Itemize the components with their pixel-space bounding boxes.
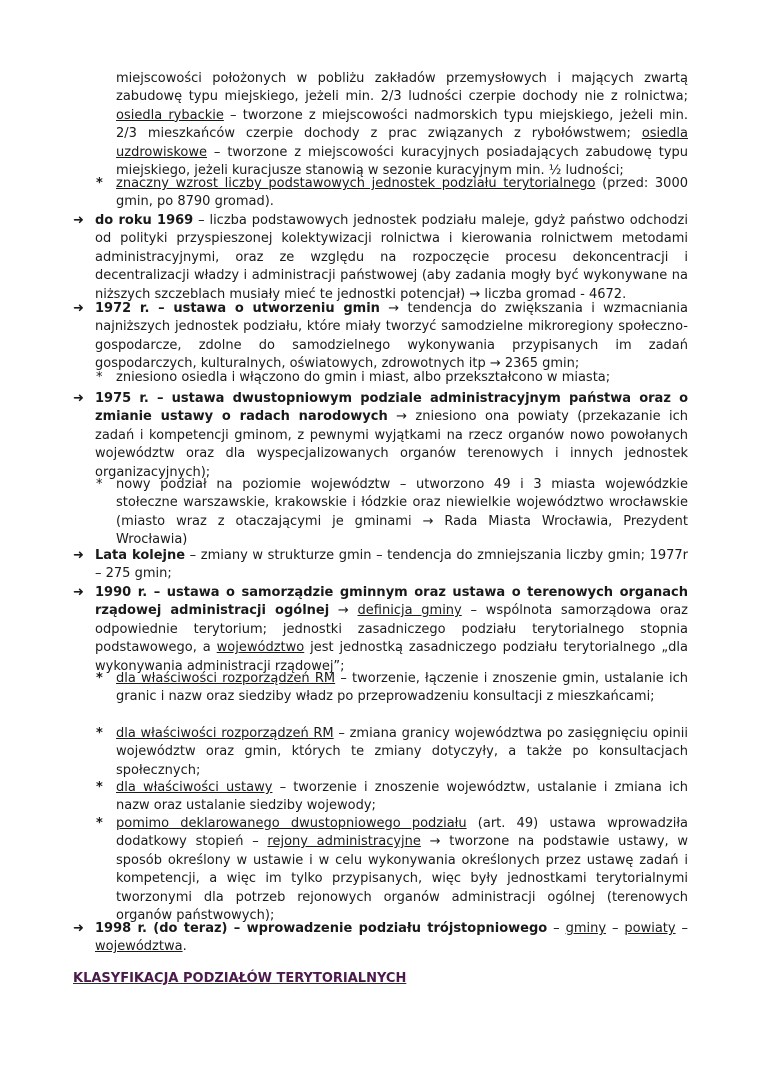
- text-span: – zmiany w strukturze gmin – tendencja do zmniejszania liczby gmin; 1977r – 275 gmin;: [95, 548, 688, 582]
- arrow-marker: ➜: [73, 585, 84, 600]
- bullet-star: *: [96, 477, 103, 492]
- entry-1972: [95, 300, 688, 374]
- bullet-1990-gminy: [116, 670, 688, 707]
- entry-title: Lata kolejne: [95, 548, 186, 563]
- text-span: – tworzenie, łączenie i znoszenie gmin, ustalanie ich granic i nazw oraz siedziby władz po przeprowadzeniu konsultacji z mieszkańcami;: [116, 671, 689, 705]
- bullet-star: *: [96, 816, 103, 831]
- term-rozporzadzenia: dla właściwości rozporządzeń RM: [116, 726, 334, 741]
- term-powiaty: powiaty: [624, 921, 676, 936]
- text-span: .: [182, 939, 187, 955]
- term-wojewodztwo: województwo: [216, 640, 305, 656]
- text-span: –: [547, 921, 566, 936]
- text-span: – tworzone z miejscowości kuracyjnych posiadających zabudowę typu miejskiego, jeżeli kuracjusze stanowią w sezonie kuracyjnym min. ½ ludności;: [116, 144, 688, 179]
- text-span: – tworzone z miejscowości nadmorskich typu miejskiego, jeżeli min. 2/3 mieszkańców czerpie dochody z prac związanych z rybołówstwem;: [116, 107, 689, 142]
- entry-lata-kolejne: [95, 547, 688, 584]
- text-span: –: [606, 921, 625, 936]
- entry-title: 1990 r. – ustawa o samorządzie gminnym oraz ustawa o terenowych organach rządowej administracji ogólnej: [95, 585, 688, 619]
- text-span: – tworzenie i znoszenie województw, ustalanie i zmiana ich nazw oraz ustalanie siedziby wojewody;: [116, 780, 688, 814]
- entry-1998: [95, 920, 688, 957]
- text-span: → tworzone na podstawie ustawy, w sposób określony w ustawie i w celu wykonywania określonych przez ustawę zadań i kompetencji, a więc im tylko przypisanych, więc były jednostkami terytorialnymi tworzonymi dla potrzeb rejonowych organów administracji ogólnej (terenowych organów państwowych);: [116, 834, 689, 924]
- text-span: – liczba podstawowych jednostek podziału maleje, gdyż państwo odchodzi od polityki przyspieszonej kolektywizacji rolnictwa i kierowania rolnictwem metodami administracyjnymi, oraz ze względu na rozpoczęcie procesu dekoncentracji i decentralizacji władzy i administracji państwowej (aby zadania mogły być wykonywane na niższych szczeblach musiały mieć te jednostki potencjał) → liczba gromad - 4672.: [95, 213, 688, 302]
- bullet-1990-granice: [116, 725, 688, 780]
- bullet-star: *: [96, 726, 103, 741]
- arrow-marker: ➜: [73, 301, 84, 316]
- term-gminy: gminy: [565, 921, 607, 936]
- text-span: →: [329, 603, 358, 619]
- bullet-1990-ustawa: [116, 779, 688, 816]
- entry-1969: [95, 212, 688, 304]
- text-span: jest jednostką zasadniczego podziału terytorialnego „dla wykonywania administracji rządowej”;: [95, 640, 688, 674]
- bullet-star: *: [96, 176, 103, 191]
- arrow-marker: ➜: [73, 213, 84, 228]
- arrow-marker: ➜: [73, 921, 84, 936]
- entry-title: 1972 r. – ustawa o utworzeniu gmin: [95, 301, 380, 316]
- entry-title: 1975 r. – ustawa dwustopniowym podziale administracyjnym państwa oraz o zmianie ustawy o radach narodowych: [95, 391, 688, 425]
- term-ustawa: dla właściwości ustawy: [116, 780, 273, 795]
- term-osiedla-uzdrowiskowe: osiedla uzdrowiskowe: [116, 126, 688, 160]
- term-osiedla-rybackie: osiedla rybackie: [116, 107, 224, 123]
- entry-1975: [95, 390, 688, 482]
- text-span: –: [675, 921, 689, 936]
- term-wojewodztwa: województwa: [95, 939, 183, 955]
- text-span: → zniesiono ona powiaty (przekazanie ich zadań i kompetencji gminom, z pewnymi wyjątkami na rzecz organów nowo powołanych województw oraz dla wyspecjalizowanych organów terenowych i innych jednostek organizacyjnych);: [95, 409, 689, 480]
- section-heading: KLASYFIKACJA PODZIAŁÓW TERYTORIALNYCH: [73, 971, 407, 986]
- arrow-marker: ➜: [73, 391, 84, 406]
- bullet-1990-rejony: [116, 815, 688, 925]
- term-rejony: rejony administracyjne: [267, 834, 421, 850]
- text-span: → tendencja do zwiększania i wzmacniania najniższych jednostek podziału, które miały tworzyć samodzielne mikroregiony społeczno-gospodarcze, zdolne do samodzielnego wykonywania przypisanych im zadań gospodarczych, kulturalnych, oświatowych, zdrowotnych itp → 2365 gmin;: [95, 301, 688, 372]
- entry-title: 1998 r. (do teraz) – wprowadzenie podziału trójstopniowego: [95, 921, 548, 936]
- bullet-star: *: [96, 780, 103, 795]
- bullet-star: *: [96, 671, 103, 686]
- text-span: miejscowości położonych w pobliżu zakładów przemysłowych i mających zwartą zabudowę typu miejskiego, jeżeli min. 2/3 ludności czerpie dochody nie z rolnictwa;: [116, 71, 688, 105]
- continuation-paragraph: [116, 70, 688, 180]
- term-rozporzadzenia: dla właściwości rozporządzeń RM: [116, 671, 336, 686]
- term-dwustopniowy: pomimo deklarowanego dwustopniowego podziału: [116, 816, 467, 831]
- bullet-growth: [116, 175, 688, 212]
- text-span: (przed: 3000 gmin, po 8790 gromad).: [116, 176, 688, 210]
- text-span: (art. 49) ustawa wprowadziła dodatkowy stopień –: [116, 816, 688, 850]
- bullet-star: *: [96, 370, 103, 385]
- entry-1990: [95, 584, 688, 676]
- term-definicja-gminy: definicja gminy: [357, 603, 462, 619]
- text-span: – wspólnota samorządowa oraz odpowiednie terytorium; jednostki zasadniczego podziału terytorialnego stopnia podstawowego, a: [95, 603, 688, 656]
- bullet-1975-wojewodztwa: nowy podział na poziomie województw – utworzono 49 i 3 miasta wojewódzkie stołeczne warszawskie, krakowskie i łódzkie oraz niewielkie województwo wrocławskie (miasto wraz z otaczającymi je gminami → Rada Miasta Wrocławia, Prezydent Wrocławia): [116, 477, 688, 548]
- arrow-marker: ➜: [73, 548, 84, 563]
- term-growth: znaczny wzrost liczby podstawowych jednostek podziału terytorialnego: [116, 176, 596, 191]
- entry-title: do roku 1969: [95, 213, 194, 228]
- bullet-1972-osiedla: zniesiono osiedla i włączono do gmin i miast, albo przekształcono w miasta;: [116, 370, 611, 385]
- text-span: – zmiana granicy województwa po zasięgnięciu opinii województw oraz gmin, których te zmiany dotyczyły, a także po konsultacjach społecznych;: [116, 726, 688, 778]
